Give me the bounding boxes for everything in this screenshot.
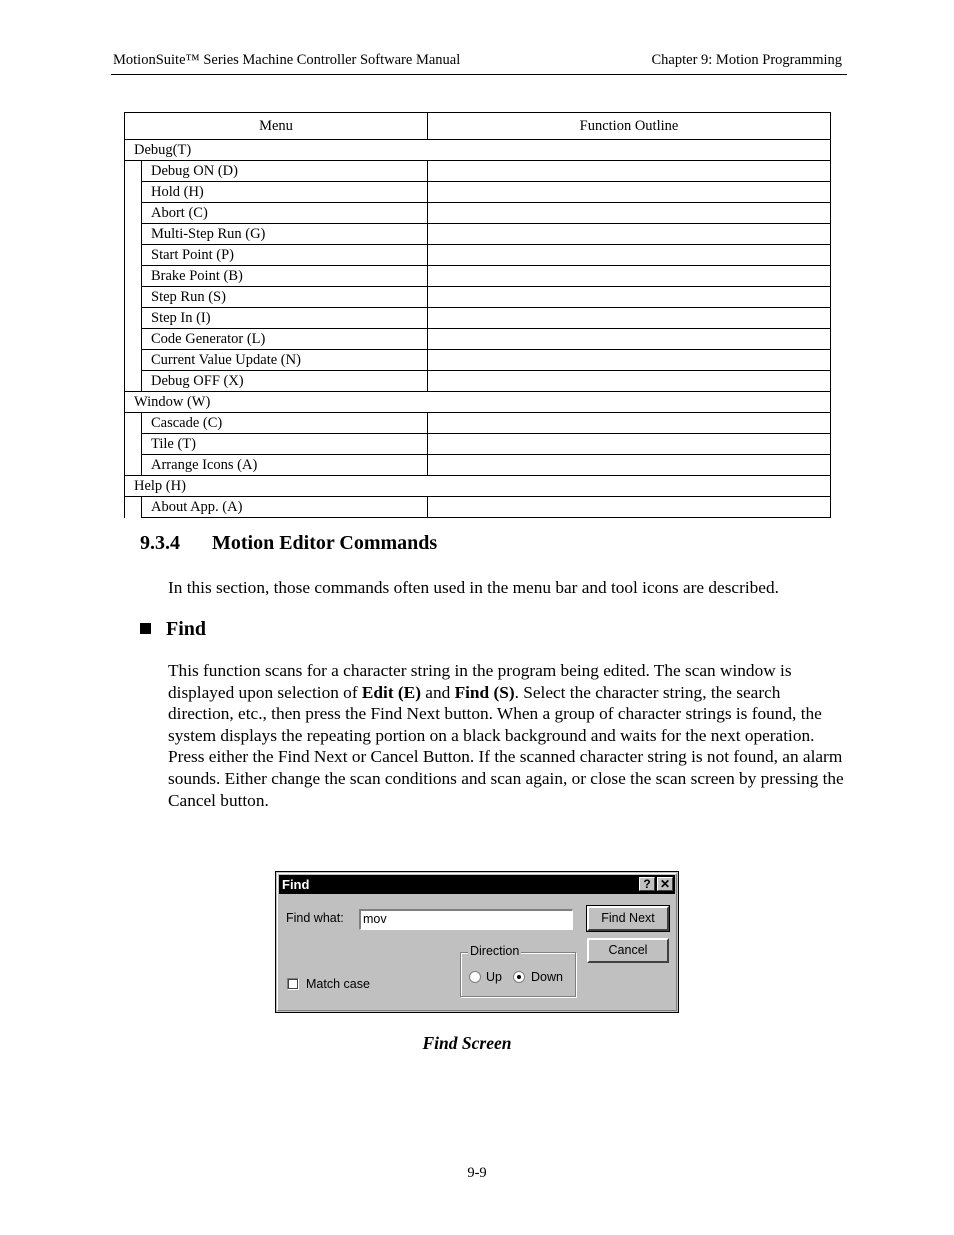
find-heading <box>140 618 206 641</box>
close-icon: ✕ <box>659 877 671 891</box>
function-outline-cell <box>428 161 831 182</box>
indent-cell <box>125 287 142 308</box>
indent-cell <box>125 350 142 371</box>
function-outline-cell <box>428 224 831 245</box>
page-number: 9-9 <box>467 1165 487 1181</box>
function-outline-cell <box>428 350 831 371</box>
menu-table <box>124 112 831 518</box>
menu-item-name: Debug ON (D) <box>142 161 428 182</box>
table-row <box>125 350 831 371</box>
indent-cell <box>125 497 142 518</box>
indent-cell <box>125 161 142 182</box>
section-intro: In this section, those commands often used in the menu bar and tool icons are described. <box>168 578 779 597</box>
table-row <box>125 287 831 308</box>
table-row <box>125 455 831 476</box>
menu-item-name: Brake Point (B) <box>142 266 428 287</box>
function-column-header: Function Outline <box>428 113 831 140</box>
find-what-input[interactable]: mov <box>359 909 573 930</box>
section-number: 9.3.4 <box>140 532 180 554</box>
menu-column-header: Menu <box>125 113 428 140</box>
menu-item-name: Tile (T) <box>142 434 428 455</box>
indent-cell <box>125 329 142 350</box>
table-row <box>125 308 831 329</box>
menu-item-name: Abort (C) <box>142 203 428 224</box>
menu-item-name: Step Run (S) <box>142 287 428 308</box>
header-rule <box>111 74 847 75</box>
menu-item-name: Step In (I) <box>142 308 428 329</box>
find-para-text-b: . Select the character string, the search direction, etc., then press the Find Next button. When a group of character strings is found, the system displays the repeating portion on a black background and waits for the next operation. Press either the Find Next or Cancel Button. If the scanned character string is not found, an alarm sounds. Either change the scan conditions and scan again, or close the scan screen by pressing the Cancel button. <box>168 682 844 810</box>
menu-item-name: Cascade (C) <box>142 413 428 434</box>
help-button[interactable] <box>639 877 655 891</box>
table-header-row <box>125 113 831 140</box>
function-outline-cell <box>428 434 831 455</box>
dialog-title: Find <box>282 877 310 892</box>
menu-item-name: Multi-Step Run (G) <box>142 224 428 245</box>
menu-item-name: Code Generator (L) <box>142 329 428 350</box>
function-outline-cell <box>428 245 831 266</box>
table-row <box>125 434 831 455</box>
menu-item-name: About App. (A) <box>142 497 428 518</box>
table-row <box>125 182 831 203</box>
function-outline-cell <box>428 266 831 287</box>
menu-group-row <box>125 392 831 413</box>
menu-group-row <box>125 140 831 161</box>
cancel-button[interactable]: Cancel <box>587 938 669 963</box>
menu-item-name: Start Point (P) <box>142 245 428 266</box>
indent-cell <box>125 182 142 203</box>
find-paragraph <box>168 660 846 811</box>
indent-cell <box>125 308 142 329</box>
direction-up-label[interactable]: Up <box>486 970 502 984</box>
table-row <box>125 371 831 392</box>
indent-cell <box>125 413 142 434</box>
indent-cell <box>125 455 142 476</box>
figure-caption: Find Screen <box>422 1033 512 1053</box>
find-dialog <box>275 871 679 1013</box>
match-case-checkbox[interactable] <box>287 978 299 990</box>
find-heading-text: Find <box>166 618 207 640</box>
find-next-button[interactable]: Find Next <box>587 906 669 931</box>
function-outline-cell <box>428 371 831 392</box>
function-outline-cell <box>428 203 831 224</box>
menu-group-label: Window (W) <box>125 392 831 413</box>
table-row <box>125 413 831 434</box>
menu-group-label: Help (H) <box>125 476 831 497</box>
table-row <box>125 266 831 287</box>
indent-cell <box>125 224 142 245</box>
function-outline-cell <box>428 308 831 329</box>
direction-up-radio[interactable] <box>469 971 481 983</box>
menu-item-name: Debug OFF (X) <box>142 371 428 392</box>
help-icon: ? <box>643 877 651 891</box>
section-heading <box>140 532 437 555</box>
function-outline-cell <box>428 455 831 476</box>
direction-label: Direction <box>470 944 520 958</box>
find-what-label: Find what: <box>286 911 344 925</box>
menu-item-name: Current Value Update (N) <box>142 350 428 371</box>
indent-cell <box>125 371 142 392</box>
function-outline-cell <box>428 329 831 350</box>
indent-cell <box>125 266 142 287</box>
find-para-text-a: This function scans for a character string in the program being edited. The scan window is displayed upon selection of <box>168 661 792 702</box>
square-bullet-icon <box>140 623 151 634</box>
indent-cell <box>125 203 142 224</box>
function-outline-cell <box>428 287 831 308</box>
dialog-title-bar[interactable] <box>279 875 675 894</box>
table-row <box>125 497 831 518</box>
function-outline-cell <box>428 497 831 518</box>
match-case-label[interactable]: Match case <box>306 977 370 991</box>
menu-group-label: Debug(T) <box>125 140 831 161</box>
function-outline-cell <box>428 182 831 203</box>
find-para-bold-edit: Edit (E) <box>361 682 421 702</box>
menu-item-name: Hold (H) <box>142 182 428 203</box>
find-para-text-and: and <box>420 682 455 702</box>
table-row <box>125 161 831 182</box>
table-row <box>125 245 831 266</box>
menu-group-row <box>125 476 831 497</box>
table-row <box>125 329 831 350</box>
close-button[interactable] <box>657 877 673 891</box>
table-row <box>125 224 831 245</box>
running-header-left: MotionSuite™ Series Machine Controller Software Manual <box>113 52 461 68</box>
section-title: Motion Editor Commands <box>212 532 438 554</box>
function-outline-cell <box>428 413 831 434</box>
menu-item-name: Arrange Icons (A) <box>142 455 428 476</box>
indent-cell <box>125 434 142 455</box>
indent-cell <box>125 245 142 266</box>
direction-down-radio[interactable] <box>513 971 525 983</box>
table-row <box>125 203 831 224</box>
direction-down-label[interactable]: Down <box>531 970 563 984</box>
find-para-bold-find: Find (S) <box>454 682 515 702</box>
running-header-right: Chapter 9: Motion Programming <box>651 52 842 68</box>
